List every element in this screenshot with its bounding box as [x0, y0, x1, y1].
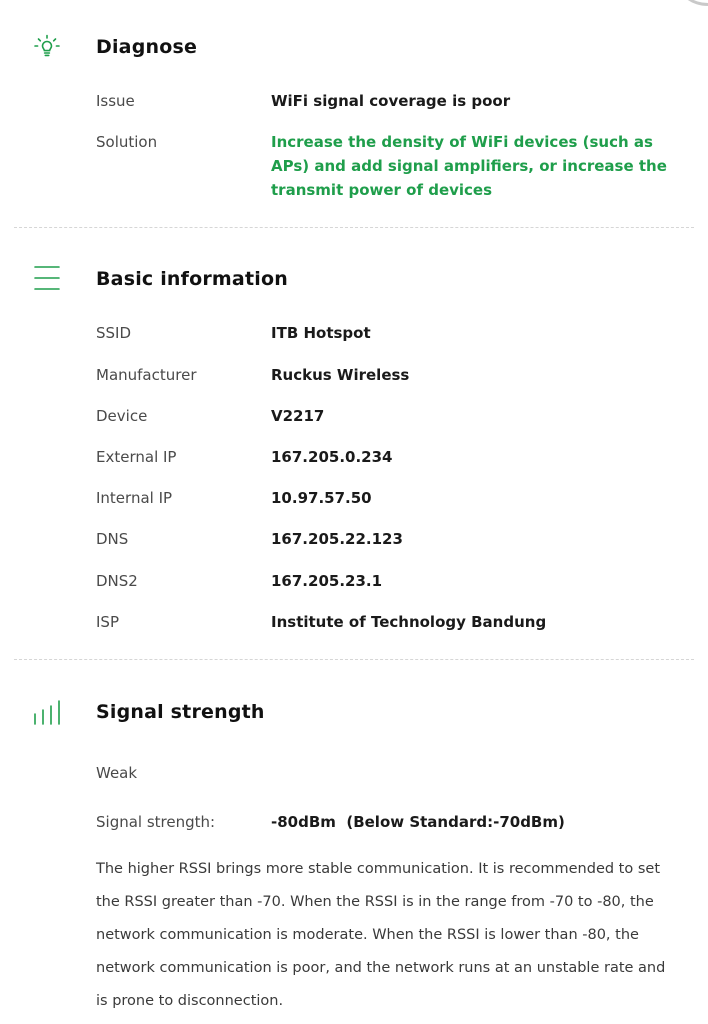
issue-label: Issue	[96, 92, 135, 110]
lightbulb-icon	[32, 32, 62, 62]
external-ip-label: External IP	[96, 448, 177, 466]
manufacturer-value: Ruckus Wireless	[271, 366, 410, 384]
manufacturer-label: Manufacturer	[96, 366, 197, 384]
dns-label: DNS	[96, 530, 129, 548]
signal-description: The higher RSSI brings more stable communication. It is recommended to set the RSSI greater than -70. When the RSSI is in the range from -70 to -80, the network communication is moderate. When the RSSI is lower than -80, the network communication is poor, and the network runs at an unstable rate and is prone to disconnection.	[96, 861, 666, 1009]
ssid-label: SSID	[96, 324, 132, 342]
dns2-value: 167.205.23.1	[271, 572, 383, 590]
ssid-value: ITB Hotspot	[271, 324, 371, 342]
solution-label: Solution	[96, 133, 158, 151]
internal-ip-label: Internal IP	[96, 489, 173, 507]
external-ip-value: 167.205.0.234	[271, 448, 393, 466]
isp-label: ISP	[96, 613, 119, 631]
dns-value: 167.205.22.123	[271, 530, 403, 548]
diagnose-title: Diagnose	[96, 36, 198, 58]
signal-strength-value: -80dBm (Below Standard:-70dBm)	[271, 813, 565, 831]
divider	[14, 227, 694, 228]
signal-level: Weak	[96, 764, 138, 782]
solution-value: Increase the density of WiFi devices (such as APs) and add signal amplifiers, or increase the transmit power of devices	[271, 133, 667, 199]
divider	[14, 659, 694, 660]
device-label: Device	[96, 407, 148, 425]
device-value: V2217	[271, 407, 325, 425]
signal-bars-icon	[32, 698, 62, 728]
corner-decoration	[678, 0, 708, 6]
signal-title: Signal strength	[96, 701, 265, 723]
dns2-label: DNS2	[96, 572, 138, 590]
basic-info-title: Basic information	[96, 268, 288, 290]
signal-strength-label: Signal strength:	[96, 813, 216, 831]
issue-value: WiFi signal coverage is poor	[271, 92, 511, 110]
isp-value: Institute of Technology Bandung	[271, 613, 547, 631]
internal-ip-value: 10.97.57.50	[271, 489, 372, 507]
list-icon	[32, 263, 62, 293]
